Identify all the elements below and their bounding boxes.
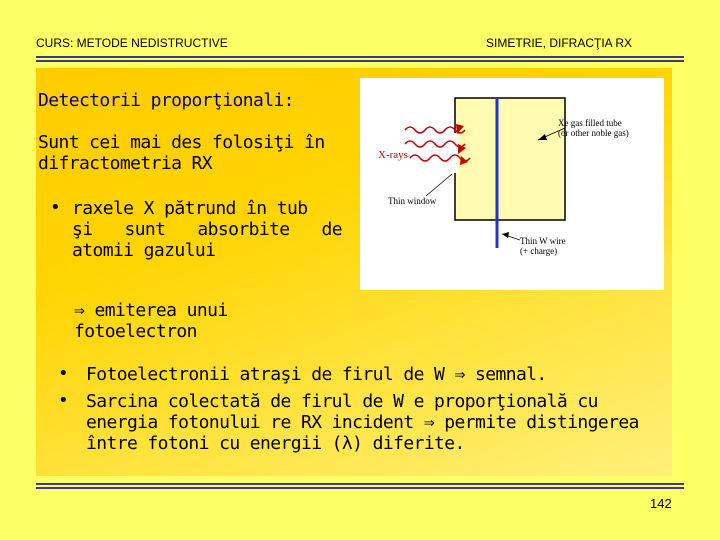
bullet-xray-absorption: [72, 198, 342, 261]
gas-tube-label: Xe gas filled tube: [558, 118, 622, 128]
wire-label-note: (+ charge): [520, 246, 558, 256]
course-header: CURS: METODE NEDISTRUCTIVE: [36, 36, 228, 50]
bullet-proportional-charge: Sarcina colectată de firul de W e proporţională cu energia fotonului re RX incident ⇒ permite distingerea între fotoni cu energii (λ) diferite.: [86, 391, 639, 454]
bullet-line: raxele X pătrund în tub: [72, 198, 308, 219]
gas-tube: [455, 98, 565, 220]
bullet-line: şi sunt absorbite de: [72, 219, 342, 240]
diagram-svg: [360, 78, 664, 290]
intro-text: Sunt cei mai des folosiţi în difractometria RX: [38, 132, 325, 174]
bullet-marker: •: [58, 363, 69, 384]
window-pointer: [426, 174, 452, 196]
photoelectron-emission-text: ⇒ emiterea unui fotoelectron: [74, 300, 228, 342]
wire-label: Thin W wire: [520, 236, 566, 246]
bullet-marker: •: [58, 390, 69, 411]
slide-title: Detectorii proporţionali:: [38, 90, 294, 111]
bullet-signal: Fotoelectronii atraşi de firul de W ⇒ semnal.: [86, 364, 547, 385]
chapter-header: SIMETRIE, DIFRACŢIA RX: [486, 36, 633, 50]
wire-pointer-head: [502, 232, 509, 238]
gas-tube-label-note: (or other noble gas): [558, 128, 629, 138]
thin-window: [452, 133, 458, 173]
top-rule: [36, 56, 684, 62]
thin-window-label: Thin window: [388, 196, 437, 206]
proportional-counter-diagram: [360, 78, 664, 290]
bullet-marker: •: [50, 197, 61, 218]
xrays-label: X-rays: [378, 149, 408, 161]
bullet-line: atomii gazului: [72, 240, 216, 261]
bottom-rule: [36, 483, 684, 489]
page-number: 142: [650, 496, 672, 511]
